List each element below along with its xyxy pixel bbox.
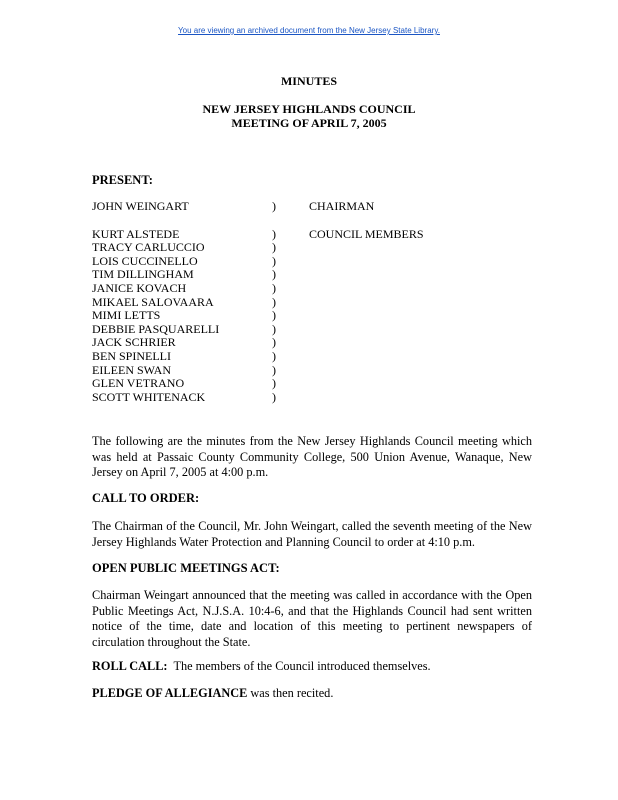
- subtitle-line-2: MEETING OF APRIL 7, 2005: [231, 116, 387, 130]
- member-name: MIMI LETTS: [92, 308, 161, 323]
- pledge-text: was then recited.: [250, 686, 334, 700]
- member-name: JACK SCHRIER: [92, 335, 176, 350]
- member-name: TIM DILLINGHAM: [92, 267, 194, 282]
- roster-paren: ): [272, 362, 276, 377]
- document-subtitle: [0, 102, 618, 130]
- roster-row: [92, 336, 532, 350]
- intro-paragraph: The following are the minutes from the New Jersey Highlands Council meeting which was held at Passaic County Community College, 500 Union Avenue, Wanaque, New Jersey on April 7, 2005 at 4:00 p.m.: [92, 434, 532, 480]
- roster-row: [92, 268, 532, 282]
- member-name: JANICE KOVACH: [92, 280, 187, 295]
- member-name: KURT ALSTEDE: [92, 226, 180, 241]
- roster-row: [92, 377, 532, 391]
- roster-row: [92, 282, 532, 296]
- member-name: SCOTT WHITENACK: [92, 389, 206, 404]
- roster-row: [92, 309, 532, 323]
- roll-call-heading: ROLL CALL:: [92, 659, 168, 673]
- roster-paren: ): [272, 389, 276, 404]
- open-meetings-text: Chairman Weingart announced that the meeting was called in accordance with the Open Public Meetings Act, N.J.S.A. 10:4-6, and that the Highlands Council had sent written notice of the time, date and location of this meeting to pertinent newspapers of circulation throughout the State.: [92, 588, 532, 649]
- roster-paren: ): [272, 280, 276, 295]
- roster-row: [92, 364, 532, 378]
- roster-paren: ): [272, 294, 276, 309]
- roster-paren: ): [272, 321, 276, 336]
- roster-paren: ): [272, 253, 276, 268]
- roster-row: [92, 323, 532, 337]
- member-name: DEBBIE PASQUARELLI: [92, 321, 220, 336]
- roster-paren: ): [272, 199, 276, 213]
- member-name: JOHN WEINGART: [92, 199, 189, 213]
- member-name: TRACY CARLUCCIO: [92, 240, 205, 255]
- roster-row: [92, 296, 532, 310]
- subtitle-line-1: NEW JERSEY HIGHLANDS COUNCIL: [202, 102, 416, 116]
- roster-paren: ): [272, 376, 276, 391]
- roster-paren: ): [272, 267, 276, 282]
- attendance-roster: [92, 200, 532, 404]
- roster-row: [92, 228, 532, 242]
- roll-call-line: [92, 659, 532, 675]
- roster-paren: ): [272, 335, 276, 350]
- roster-paren: ): [272, 226, 276, 241]
- member-role: COUNCIL MEMBERS: [309, 226, 424, 241]
- roster-row-chair: [92, 200, 532, 214]
- roster-row: [92, 255, 532, 269]
- document-title: MINUTES: [280, 74, 337, 88]
- member-role: CHAIRMAN: [309, 199, 375, 213]
- present-heading: PRESENT:: [92, 173, 153, 187]
- open-meetings-heading: OPEN PUBLIC MEETINGS ACT:: [92, 561, 280, 575]
- member-name: MIKAEL SALOVAARA: [92, 294, 214, 309]
- roll-call-text: The members of the Council introduced themselves.: [173, 659, 431, 673]
- member-name: GLEN VETRANO: [92, 376, 185, 391]
- member-name: EILEEN SWAN: [92, 362, 171, 377]
- roster-row: [92, 350, 532, 364]
- roster-paren: ): [272, 348, 276, 363]
- member-name: BEN SPINELLI: [92, 348, 171, 363]
- member-name: LOIS CUCCINELLO: [92, 253, 198, 268]
- call-to-order-text: The Chairman of the Council, Mr. John Weingart, called the seventh meeting of the New Jersey Highlands Water Protection and Planning Council to order at 4:10 p.m.: [92, 519, 532, 549]
- roster-paren: ): [272, 308, 276, 323]
- archive-banner-link[interactable]: You are viewing an archived document from the New Jersey State Library.: [178, 26, 440, 35]
- roster-paren: ): [272, 240, 276, 255]
- roster-row: [92, 391, 532, 405]
- pledge-heading: PLEDGE OF ALLEGIANCE: [92, 686, 248, 700]
- call-to-order-heading: CALL TO ORDER:: [92, 491, 200, 505]
- roster-row: [92, 241, 532, 255]
- pledge-line: [92, 686, 532, 702]
